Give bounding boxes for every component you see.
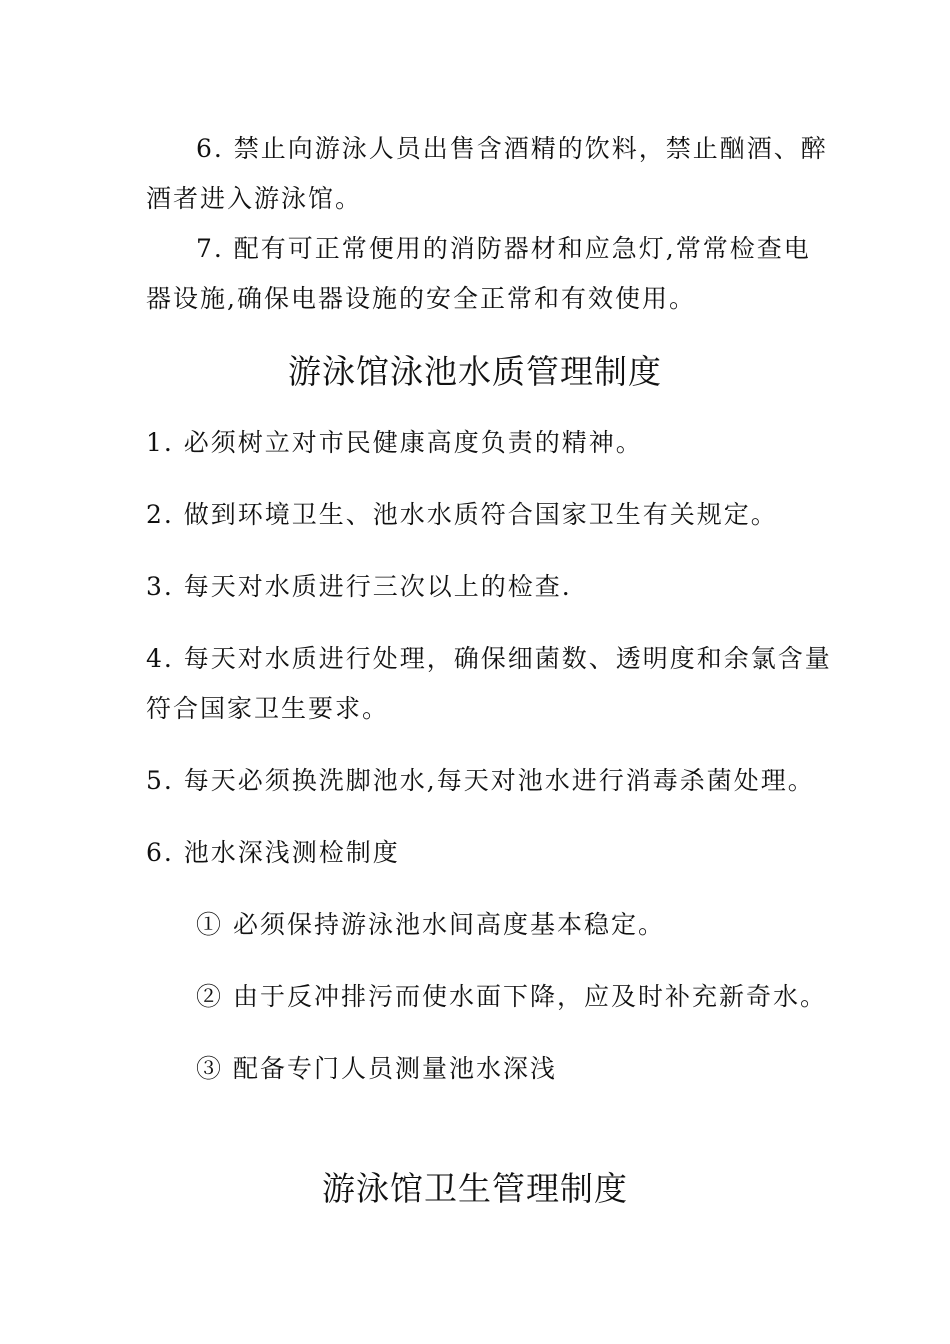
prev-item-6-line-2: 酒者进入游泳馆。	[146, 184, 363, 213]
prev-item-6-line-1: 6. 禁止向游泳人员出售含酒精的饮料，禁止酗酒、醉	[196, 134, 828, 163]
water-item-4-line-1: 4. 每天对水质进行处理，确保细菌数、透明度和余氯含量	[146, 644, 832, 673]
hygiene-title: 游泳馆卫生管理制度	[322, 1169, 628, 1208]
water-item-4-line-2: 符合国家卫生要求。	[146, 694, 390, 723]
water-item-3: 3. 每天对水质进行三次以上的检查.	[146, 572, 572, 601]
prev-item-7-line-1: 7. 配有可正常便用的消防器材和应急灯,常常检查电	[196, 234, 811, 263]
water-item-6: 6. 池水深浅测检制度	[146, 838, 400, 867]
water-sub-item-3: ③ 配备专门人员测量池水深浅	[196, 1054, 557, 1083]
water-item-2: 2. 做到环境卫生、池水水质符合国家卫生有关规定。	[146, 500, 778, 529]
water-sub-item-1: ① 必须保持游泳池水间高度基本稳定。	[196, 910, 665, 939]
water-item-1: 1. 必须树立对市民健康高度负责的精神。	[146, 428, 643, 457]
water-quality-title: 游泳馆泳池水质管理制度	[288, 352, 662, 391]
water-sub-item-2: ② 由于反冲排污而使水面下降，应及时补充新奇水。	[196, 982, 827, 1011]
prev-item-7-line-2: 器设施,确保电器设施的安全正常和有效使用。	[146, 284, 696, 313]
water-item-5: 5. 每天必须换洗脚池水,每天对池水进行消毒杀菌处理。	[146, 766, 815, 795]
